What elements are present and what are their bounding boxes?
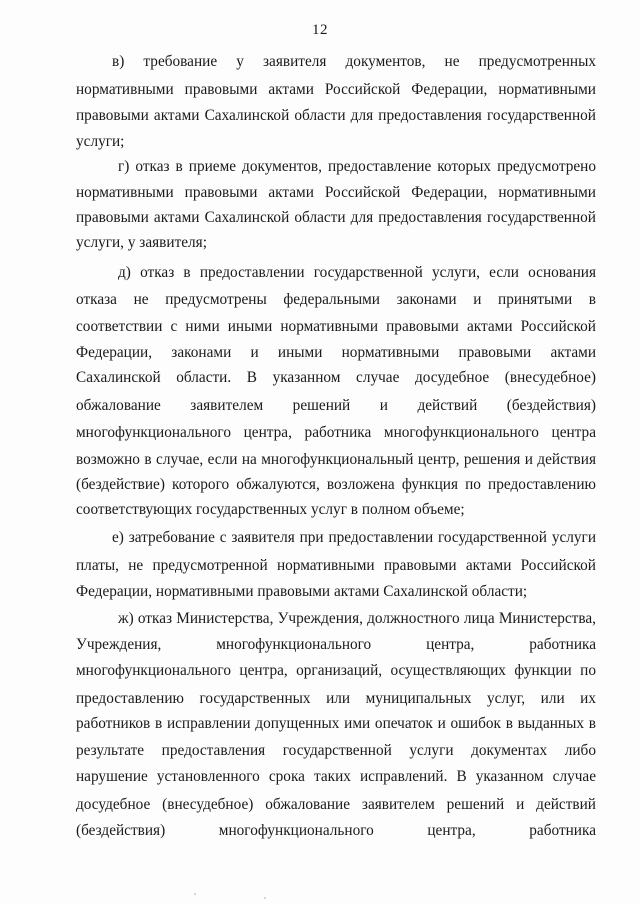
text-line: услуги, у заявителя;: [76, 234, 207, 251]
text-line: услуги;: [76, 133, 125, 150]
text-line: нормативными правовыми актами Российской Федерации, нормативными: [76, 81, 596, 98]
text-line: досудебное (внесудебное) обжалование заявителем решений и действий: [76, 796, 596, 813]
text-line: возможно в случае, если на многофункциональный центр, решения и действия: [76, 451, 596, 468]
text-line: Сахалинской области. В указанном случае досудебное (внесудебное): [76, 369, 596, 386]
text-line: предоставлению государственных или муниципальных услуг, или их: [76, 690, 596, 707]
text-line: ж) отказ Министерства, Учреждения, должностного лица Министерства,: [118, 610, 596, 627]
text-line: многофункционального центра, работника многофункционального центра: [76, 424, 596, 441]
text-line: Учреждения, многофункционального центра, работника: [76, 636, 596, 653]
text-line: соответствующих государственных услуг в полном объеме;: [76, 501, 465, 518]
text-line: (бездействия) многофункционального центра, работника: [76, 822, 596, 839]
text-line: д) отказ в предоставлении государственной услуги, если основания: [118, 264, 596, 281]
text-line: нарушение установленного срока таких исправлений. В указанном случае: [76, 768, 596, 785]
text-line: платы, не предусмотренной нормативными правовыми актами Российской: [76, 557, 596, 574]
text-line: обжалование заявителем решений и действий (бездействия): [76, 397, 596, 414]
text-line: многофункционального центра, организаций, осуществляющих функции по: [76, 662, 596, 679]
text-line: соответствии с ними иными нормативными правовыми актами Российской: [76, 318, 596, 335]
text-line: г) отказ в приеме документов, предоставление которых предусмотрено: [118, 158, 596, 175]
text-line: Федерации, законами и иными нормативными правовыми актами: [76, 344, 596, 361]
text-line: правовыми актами Сахалинской области для предоставления государственной: [76, 209, 596, 226]
scan-speck: [264, 897, 266, 899]
text-line: отказа не предусмотрены федеральными законами и принятыми в: [76, 291, 596, 308]
text-line: правовыми актами Сахалинской области для предоставления государственной: [76, 107, 596, 124]
text-line: е) затребование с заявителя при предоставлении государственной услуги: [112, 529, 596, 546]
scan-speck: [194, 893, 196, 895]
page-number: 12: [312, 22, 328, 38]
text-line: работников в исправлении допущенных ими опечаток и ошибок в выданных в: [76, 715, 596, 732]
text-line: результате предоставления государственной услуги документах либо: [76, 742, 596, 759]
text-line: нормативными правовыми актами Российской Федерации, нормативными: [76, 184, 596, 201]
text-line: в) требование у заявителя документов, не предусмотренных: [112, 53, 596, 70]
text-line: (бездействие) которого обжалуются, возложена функция по предоставлению: [76, 476, 596, 493]
text-line: Федерации, нормативными правовыми актами Сахалинской области;: [76, 583, 528, 600]
